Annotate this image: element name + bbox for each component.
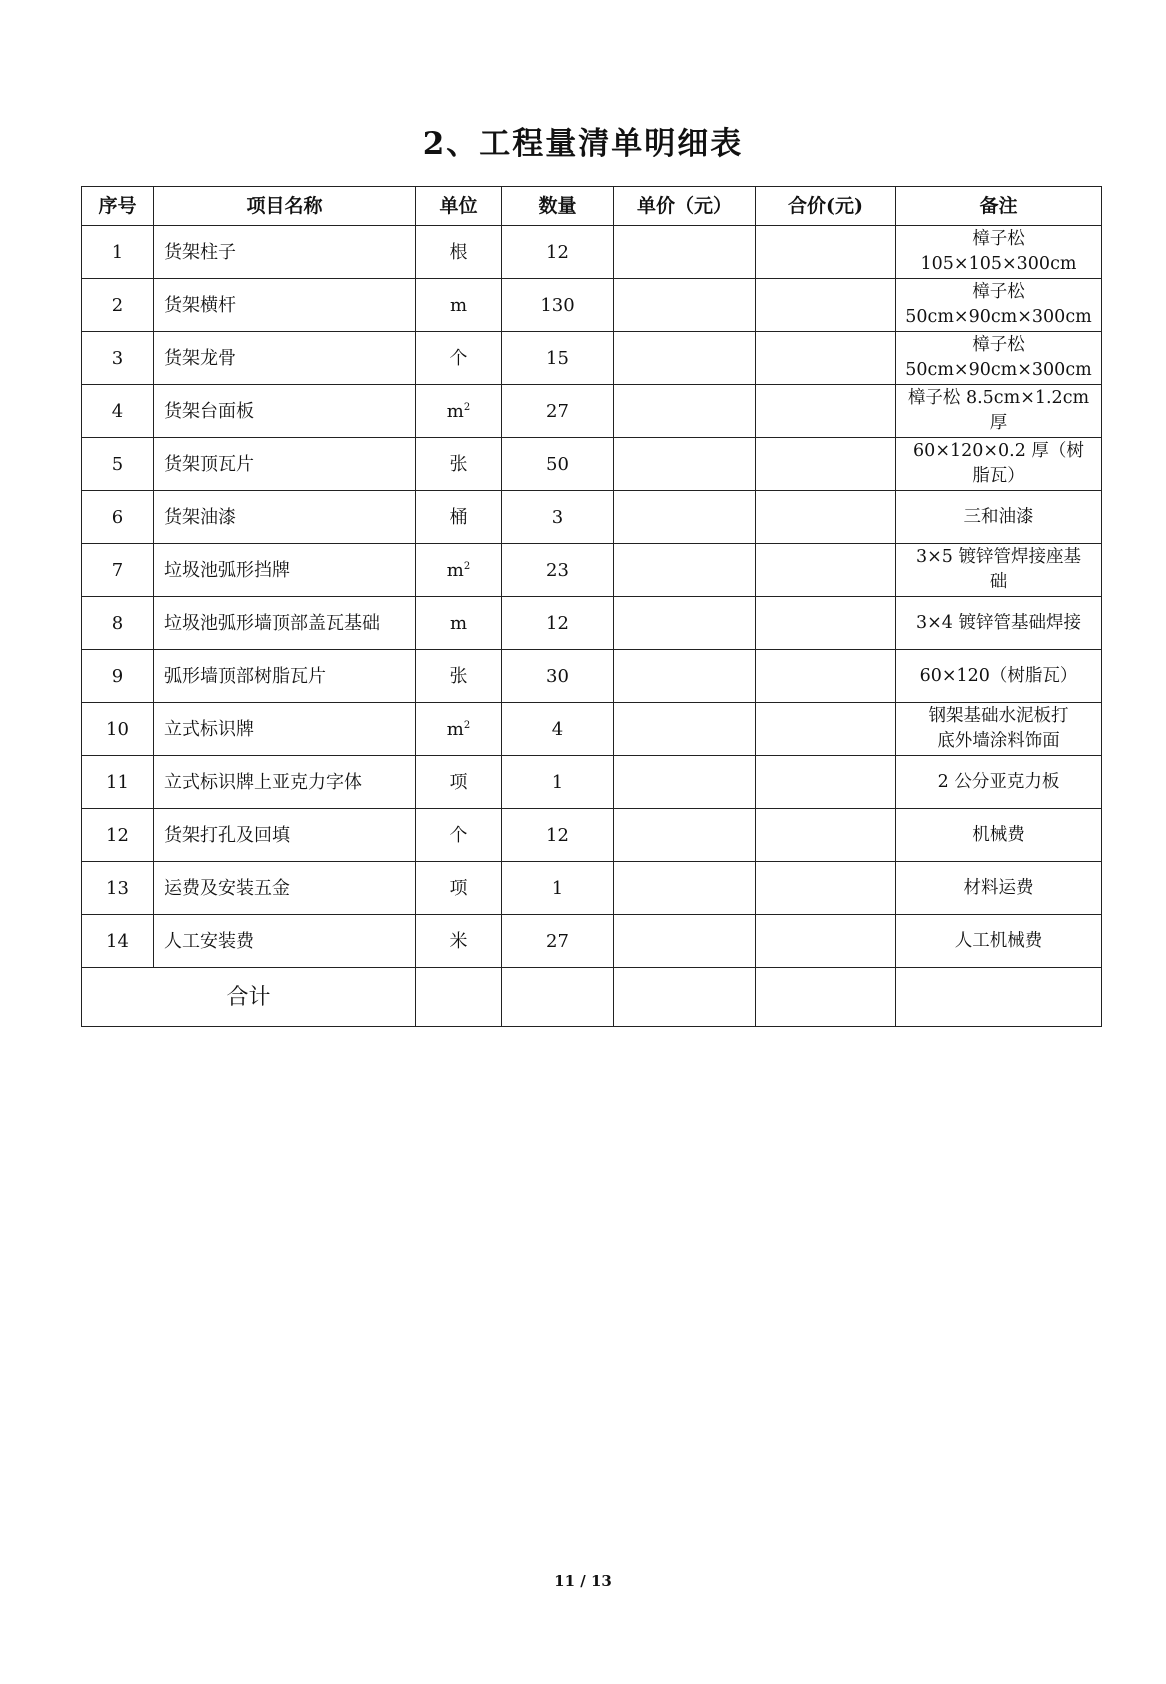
cell-unit-price [614,226,756,279]
cell-seq: 12 [82,809,154,862]
table-row [82,332,1102,385]
note-line-2: 础 [989,572,1008,592]
cell-unit-price [614,438,756,491]
table-row [82,491,1102,544]
note-line-1: 樟子松 [972,282,1025,302]
cell-name: 弧形墙顶部树脂瓦片 [154,650,416,703]
cell-unit-text: 个 [449,824,468,846]
cell-unit [416,279,502,332]
cell-unit [416,650,502,703]
cell-unit-price [614,332,756,385]
cell-unit-text: 张 [449,453,468,475]
cell-qty: 12 [502,809,614,862]
cell-unit-price [614,544,756,597]
cell-seq: 3 [82,332,154,385]
page-title: 2、工程量清单明细表 [422,126,744,162]
cell-unit-price [614,385,756,438]
total-price-cell [756,968,896,1027]
table-row [82,809,1102,862]
cell-total-price [756,385,896,438]
cell-unit [416,915,502,968]
cell-total-price [756,809,896,862]
cell-note [896,279,1102,332]
cell-unit-superscript: 2 [463,560,471,572]
cell-qty: 4 [502,703,614,756]
cell-unit-price [614,650,756,703]
cell-seq: 14 [82,915,154,968]
header-qty: 数量 [502,187,614,226]
cell-seq: 2 [82,279,154,332]
cell-unit [416,332,502,385]
cell-seq: 7 [82,544,154,597]
cell-seq: 9 [82,650,154,703]
cell-seq: 8 [82,597,154,650]
cell-unit-price [614,862,756,915]
table-row [82,438,1102,491]
cell-seq: 1 [82,226,154,279]
cell-unit-price [614,703,756,756]
note-line-1: 樟子松 8.5cm×1.2cm [907,388,1090,408]
bill-of-quantities-table [81,186,1102,1027]
cell-note [896,809,1102,862]
cell-unit [416,385,502,438]
cell-unit-text: m [446,718,464,740]
table-row [82,226,1102,279]
cell-total-price [756,650,896,703]
note-line-1: 樟子松 [972,229,1025,249]
note-line-1: 樟子松 [972,335,1025,355]
note-line-2: 105×105×300cm [920,254,1077,274]
cell-name: 人工安装费 [154,915,416,968]
cell-unit-text: 米 [449,930,468,952]
cell-name: 运费及安装五金 [154,862,416,915]
table-body [82,226,1102,968]
cell-name: 立式标识牌上亚克力字体 [154,756,416,809]
total-note-cell [896,968,1102,1027]
table-row [82,915,1102,968]
cell-total-price [756,703,896,756]
total-row [82,968,1102,1027]
note-line-1: 2 公分亚克力板 [937,771,1060,792]
cell-unit-price [614,809,756,862]
cell-name: 货架打孔及回填 [154,809,416,862]
cell-total-price [756,491,896,544]
table-header-row [82,187,1102,226]
cell-name: 货架柱子 [154,226,416,279]
cell-total-price [756,544,896,597]
cell-unit [416,597,502,650]
note-line-1: 钢架基础水泥板打 [928,706,1069,726]
table-row [82,385,1102,438]
cell-qty: 23 [502,544,614,597]
cell-unit [416,756,502,809]
cell-unit-superscript: 2 [463,719,471,731]
cell-note [896,491,1102,544]
note-line-2: 脂瓦） [972,466,1025,486]
note-line-1: 60×120（树脂瓦） [919,665,1078,686]
cell-qty: 1 [502,756,614,809]
cell-name: 垃圾池弧形墙顶部盖瓦基础 [154,597,416,650]
note-line-1: 60×120×0.2 厚（树 [913,441,1084,461]
note-line-1: 三和油漆 [963,506,1034,527]
note-line-1: 机械费 [972,824,1025,845]
cell-unit-text: m [446,559,464,581]
cell-note [896,332,1102,385]
header-note: 备注 [896,187,1102,226]
cell-total-price [756,915,896,968]
cell-qty: 12 [502,226,614,279]
cell-unit [416,438,502,491]
cell-note [896,650,1102,703]
cell-note [896,862,1102,915]
cell-unit-text: 桶 [449,506,468,528]
header-unit-price: 单价（元） [614,187,756,226]
note-line-2: 厚 [989,413,1008,433]
cell-unit-text: 张 [449,665,468,687]
cell-qty: 15 [502,332,614,385]
cell-name: 货架台面板 [154,385,416,438]
cell-qty: 130 [502,279,614,332]
cell-name: 货架油漆 [154,491,416,544]
cell-qty: 50 [502,438,614,491]
cell-seq: 13 [82,862,154,915]
cell-unit [416,544,502,597]
cell-unit-price [614,279,756,332]
cell-unit [416,809,502,862]
cell-unit [416,703,502,756]
cell-seq: 11 [82,756,154,809]
cell-name: 立式标识牌 [154,703,416,756]
cell-total-price [756,597,896,650]
total-qty-cell [502,968,614,1027]
table-row [82,279,1102,332]
cell-seq: 6 [82,491,154,544]
cell-name: 货架顶瓦片 [154,438,416,491]
cell-seq: 10 [82,703,154,756]
header-seq: 序号 [82,187,154,226]
cell-note [896,226,1102,279]
cell-total-price [756,438,896,491]
cell-note [896,703,1102,756]
cell-name: 垃圾池弧形挡牌 [154,544,416,597]
cell-unit-text: m [446,400,464,422]
cell-note [896,438,1102,491]
cell-unit-price [614,756,756,809]
note-line-1: 3×5 镀锌管焊接座基 [916,547,1081,567]
cell-unit-price [614,915,756,968]
total-unit-price-cell [614,968,756,1027]
cell-qty: 27 [502,915,614,968]
cell-seq: 4 [82,385,154,438]
cell-name: 货架龙骨 [154,332,416,385]
cell-unit-text: 项 [449,771,468,793]
table-row [82,597,1102,650]
cell-total-price [756,279,896,332]
note-line-2: 底外墙涂料饰面 [937,731,1060,751]
note-line-2: 50cm×90cm×300cm [905,307,1092,327]
cell-unit-price [614,491,756,544]
header-unit: 单位 [416,187,502,226]
cell-qty: 12 [502,597,614,650]
table-row [82,544,1102,597]
cell-note [896,915,1102,968]
page-number: 11 / 13 [554,1572,612,1590]
cell-unit-text: 项 [449,877,468,899]
cell-total-price [756,756,896,809]
total-unit-cell [416,968,502,1027]
cell-qty: 3 [502,491,614,544]
cell-unit-text: m [449,612,468,634]
header-total-price: 合价(元) [756,187,896,226]
cell-name: 货架横杆 [154,279,416,332]
cell-qty: 27 [502,385,614,438]
cell-total-price [756,862,896,915]
cell-qty: 1 [502,862,614,915]
cell-unit-text: 根 [449,241,468,263]
note-line-1: 人工机械费 [954,930,1043,951]
note-line-1: 3×4 镀锌管基础焊接 [916,612,1081,633]
table-row [82,862,1102,915]
cell-unit-text: 个 [449,347,468,369]
cell-qty: 30 [502,650,614,703]
cell-total-price [756,226,896,279]
cell-note [896,597,1102,650]
cell-note [896,756,1102,809]
cell-seq: 5 [82,438,154,491]
total-label: 合计 [82,968,416,1027]
cell-unit-text: m [449,294,468,316]
cell-unit-superscript: 2 [463,401,471,413]
cell-unit [416,226,502,279]
cell-unit [416,862,502,915]
cell-unit-price [614,597,756,650]
cell-note [896,544,1102,597]
cell-unit [416,491,502,544]
table-row [82,650,1102,703]
cell-total-price [756,332,896,385]
header-name: 项目名称 [154,187,416,226]
note-line-1: 材料运费 [963,877,1034,898]
cell-note [896,385,1102,438]
table-row [82,756,1102,809]
note-line-2: 50cm×90cm×300cm [905,360,1092,380]
table-row [82,703,1102,756]
